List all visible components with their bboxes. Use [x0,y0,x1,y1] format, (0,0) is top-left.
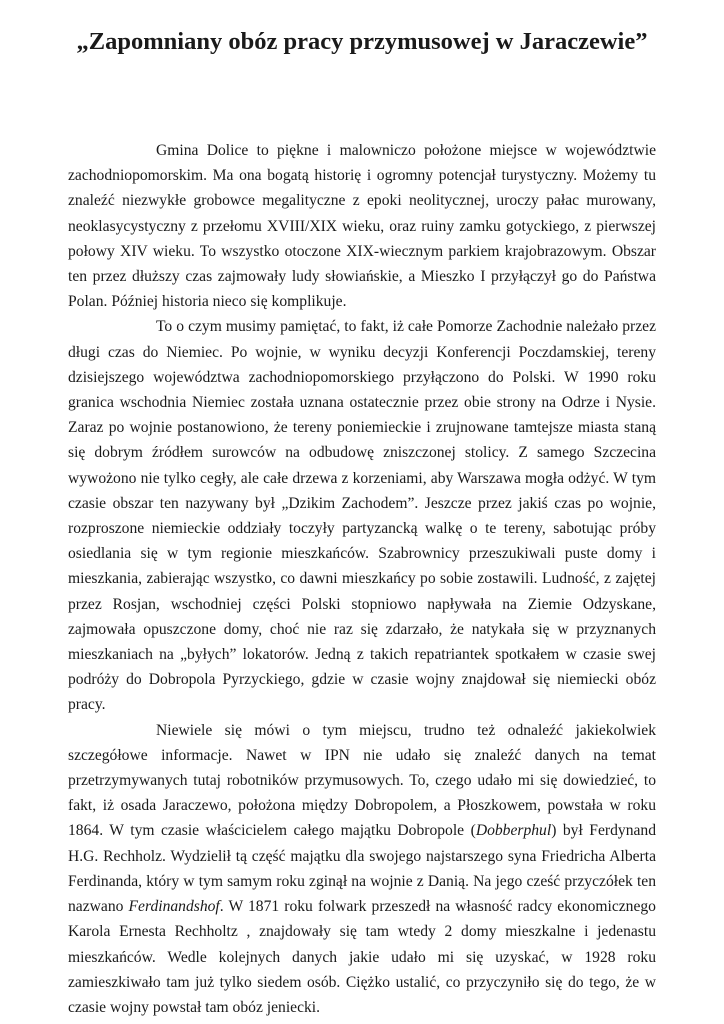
paragraph-text: ) był Ferdynand H.G. Rechholz. Wydzielił tą część majątku dla swojego najstarszego syna Friedricha Alberta Ferdinanda, który w tym samym roku zginął na wojnie z Danią. Na jego cześć przyczółek ten nazwano [68,822,657,916]
italic-place-name-dobberphul: Dobberphul [475,822,552,840]
document-title: „Zapomniany obóz pracy przymusowej w Jaraczewie” [76,28,648,55]
paragraph-text: Niewiele się mówi o tym miejscu, trudno też odnaleźć jakiekolwiek szczegółowe informacje. Nawet w IPN nie udało się znaleźć danych na temat przetrzymywanych tutaj robotników przymusowych. To, czego udało mi się dowiedzieć, to fakt, iż osada Jaraczewo, położona między Dobropolem, a Płoszkowem, powstała w roku 1864. W tym czasie właścicielem całego majątku Dobropole ( [68,721,656,840]
document-body [68,138,656,1020]
paragraph-text: To o czym musimy pamiętać, to fakt, iż całe Pomorze Zachodnie należało przez długi czas do Niemiec. Po wojnie, w wyniku decyzji Konferencji Poczdamskiej, tereny dzisiejszego województwa zachodniopomorskiego przyłączono do Polski. W 1990 roku granica wschodnia Niemiec została uznana ostatecznie przez obie strony na Odrze i Nysie. Zaraz po wojnie postanowiono, że tereny poniemieckie i zrujnowane tamtejsze miasta staną się dobrym źródłem surowców na odbudowę zniszczonej stolicy. Z samego Szczecina wywożono nie tylko cegły, ale całe drzewa z korzeniami, aby Warszawa mogła odżyć. W tym czasie obszar ten nazywany był „Dzikim Zachodem”. Jeszcze przez jakiś czas po wojnie, rozproszone niemieckie oddziały toczyły partyzancką walkę o te tereny, sabotując próby osiedlania się w tym regionie mieszkańców. Szabrownicy przeszukiwali puste domy i mieszkania, zabierając wszystko, co dawni mieszkańcy po sobie zostawili. Ludność, z zajętej przez Rosjan, wschodniej części Polski stopniowo napływała na Ziemie Odzyskane, zajmowała opuszczone domy, choć nie raz się zdarzało, że natykała się w przyznanych mieszkaniach na „byłych” lokatorów. Jedną z takich repatriantek spotkałem w czasie swej podróży do Dobropola Pyrzyckiego, gdzie w czasie wojny znajdował się niemiecki obóz pracy. [68,318,656,714]
paragraph-3 [68,718,656,1020]
paragraph-1 [68,138,656,314]
paragraph-text: Gmina Dolice to piękne i malowniczo położone miejsce w województwie zachodniopomorskim. Ma ona bogatą historię i ogromny potencjał turystyczny. Możemy tu znaleźć niezwykłe grobowce megalityczne z epoki neolitycznej, uroczy pałac murowany, neoklasycystyczny z przełomu XVIII/XIX wieku, oraz ruiny zamku gotyckiego, z pierwszej połowy XIV wieku. To wszystko otoczone XIX-wiecznym parkiem krajobrazowym. Obszar ten przez dłuższy czas zajmowały ludy słowiańskie, a Mieszko I przyłączył go do Państwa Polan. Później historia nieco się komplikuje. [68,142,656,311]
paragraph-2 [68,314,656,717]
italic-place-name-ferdinandshof: Ferdinandshof [128,898,220,916]
paragraph-text: . W 1871 roku folwark przeszedł na własność radcy ekonomicznego Karola Ernesta Rechholtz , znajdowały się tam wtedy 2 domy mieszkalne i jedenastu mieszkańców. Wedle kolejnych danych jakie udało mi się uzyskać, w 1928 roku zamieszkiwało tam już tylko siedem osób. Ciężko ustalić, co przyczyniło się do tego, że w czasie wojny powstał tam obóz jeniecki. [68,898,656,1016]
